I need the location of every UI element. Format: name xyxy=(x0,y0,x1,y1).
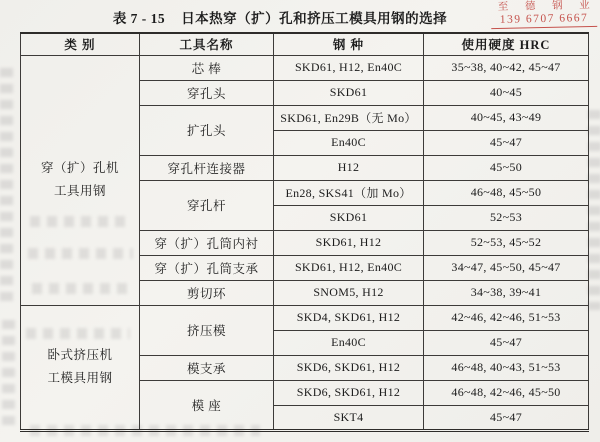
category-line: 工具用钢 xyxy=(53,184,106,198)
category-cell-piercing xyxy=(21,55,140,305)
table-number: 表 7 - 15 xyxy=(112,11,166,26)
category-line: 穿（扩）孔机 xyxy=(40,160,119,175)
steel-cell: En40C xyxy=(274,330,424,355)
tool-cell: 模支承 xyxy=(140,355,274,380)
steel-cell: SKD61, H12, En40C xyxy=(274,255,424,280)
steel-cell: H12 xyxy=(274,155,424,180)
hardness-cell: 52~53, 45~52 xyxy=(424,230,589,255)
steel-cell: SKD4, SKD61, H12 xyxy=(274,305,424,330)
steel-cell: SKD61, H12, En40C xyxy=(274,55,424,80)
tool-cell: 穿孔头 xyxy=(140,80,274,105)
steel-cell: SKD61, H12 xyxy=(274,230,424,255)
company-stamp-phone: 139 6707 6667 xyxy=(491,12,597,29)
company-stamp-name: 至 德 钢 业 xyxy=(497,0,597,13)
hardness-cell: 46~48, 40~43, 51~53 xyxy=(424,355,589,380)
steel-cell: SKD6, SKD61, H12 xyxy=(274,380,424,405)
hardness-cell: 45~47 xyxy=(424,405,589,430)
tool-cell: 剪切环 xyxy=(140,280,274,305)
hardness-cell: 34~38, 39~41 xyxy=(424,280,589,305)
steel-cell: SNOM5, H12 xyxy=(274,280,424,305)
hardness-cell: 45~47 xyxy=(424,330,589,355)
hardness-cell: 42~46, 42~46, 51~53 xyxy=(424,305,589,330)
hardness-cell: 45~50 xyxy=(424,155,589,180)
hardness-cell: 35~38, 40~42, 45~47 xyxy=(424,55,589,80)
steel-cell: En28, SKS41（加 Mo） xyxy=(274,180,424,205)
steel-cell: SKD61 xyxy=(274,205,424,230)
steel-cell: SKD6, SKD61, H12 xyxy=(274,355,424,380)
tool-cell: 穿孔杆连接器 xyxy=(140,155,274,180)
steel-selection-table xyxy=(20,32,589,432)
bleed-smudge xyxy=(588,110,600,310)
tool-cell: 芯 棒 xyxy=(140,55,274,80)
company-stamp xyxy=(491,0,597,29)
header-category: 类 别 xyxy=(21,33,140,55)
hardness-cell: 52~53 xyxy=(424,205,589,230)
table-row xyxy=(21,55,589,80)
category-line: 卧式挤压机 xyxy=(47,347,113,362)
hardness-cell: 34~47, 45~50, 45~47 xyxy=(424,255,589,280)
category-cell-extrusion xyxy=(21,305,140,430)
table-title xyxy=(0,7,560,27)
steel-cell: SKD61 xyxy=(274,80,424,105)
hardness-cell: 40~45, 43~49 xyxy=(424,105,589,130)
hardness-cell: 45~47 xyxy=(424,130,589,155)
tool-cell: 穿孔杆 xyxy=(140,180,274,230)
table-row xyxy=(21,305,589,330)
table-title-text: 日本热穿（扩）孔和挤压工模具用钢的选择 xyxy=(181,11,448,26)
steel-cell: SKT4 xyxy=(274,405,424,430)
header-tool-name: 工具名称 xyxy=(140,33,274,55)
tool-cell: 穿（扩）孔筒支承 xyxy=(140,255,274,280)
hardness-cell: 46~48, 42~46, 45~50 xyxy=(424,380,589,405)
header-row xyxy=(21,33,589,55)
tool-cell: 模 座 xyxy=(140,380,274,430)
steel-cell: En40C xyxy=(274,130,424,155)
tool-cell: 扩孔头 xyxy=(140,105,274,155)
tool-cell: 挤压模 xyxy=(140,305,274,355)
header-hardness: 使用硬度 HRC xyxy=(424,33,589,55)
hardness-cell: 46~48, 45~50 xyxy=(424,180,589,205)
bleed-smudge xyxy=(2,320,15,430)
steel-cell: SKD61, En29B（无 Mo） xyxy=(274,105,424,130)
bleed-smudge xyxy=(0,68,13,308)
header-steel-grade: 钢 种 xyxy=(274,33,424,55)
category-line: 工模具用钢 xyxy=(47,371,113,385)
tool-cell: 穿（扩）孔筒内衬 xyxy=(140,230,274,255)
hardness-cell: 40~45 xyxy=(424,80,589,105)
